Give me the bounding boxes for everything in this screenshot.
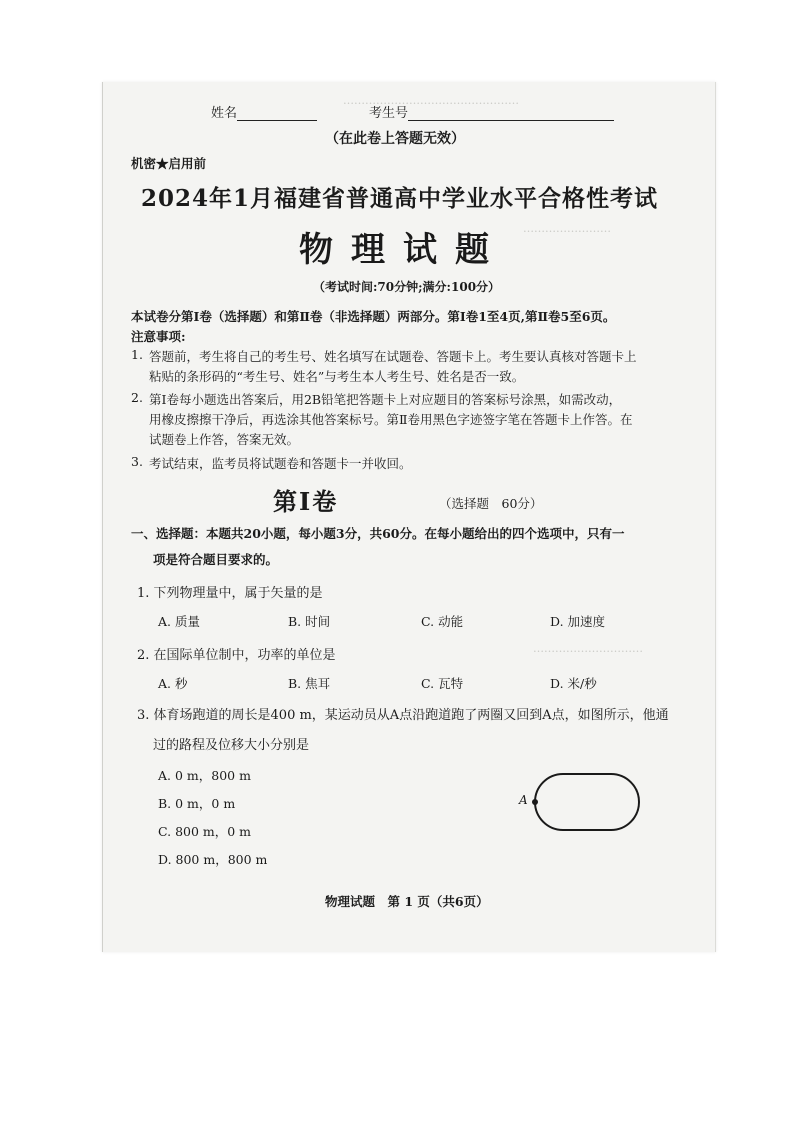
question-3-stem: 3. 体育场跑道的周长是400 m，某运动员从A点沿跑道跑了两圈又回到A点，如图所示，他通	[137, 708, 669, 723]
question-2-option-c[interactable]: C. 瓦特	[421, 676, 464, 691]
paper-structure: 本试卷分第Ⅰ卷（选择题）和第Ⅱ卷（非选择题）两部分。第Ⅰ卷1至4页,第Ⅱ卷5至6页。	[131, 309, 616, 324]
question-3-option-b[interactable]: B. 0 m，0 m	[158, 796, 236, 811]
candidate-number-field[interactable]	[369, 102, 614, 121]
section-intro: 项是符合题目要求的。	[153, 552, 279, 567]
question-1-option-c[interactable]: C. 动能	[421, 614, 464, 629]
question-1-stem: 1. 下列物理量中，属于矢量的是	[137, 586, 323, 601]
instruction-text: 答题前，考生将自己的考生号、姓名填写在试题卷、答题卡上。考生要认真核对答题卡上	[149, 349, 637, 364]
question-1-option-a[interactable]: A. 质量	[158, 614, 200, 629]
section-intro: 一、选择题：本题共20小题，每小题3分，共60分。在每小题给出的四个选项中，只有一	[131, 526, 625, 541]
instruction-text: 第Ⅰ卷每小题选出答案后，用2B铅笔把答题卡上对应题目的答案标号涂黑，如需改动，	[149, 392, 622, 407]
question-3-option-c[interactable]: C. 800 m，0 m	[158, 824, 252, 839]
candidate-number-label: 考生号	[369, 106, 409, 121]
running-track-svg	[515, 770, 655, 834]
instruction-number: 3.	[131, 454, 143, 469]
question-1-option-b[interactable]: B. 时间	[288, 614, 331, 629]
exam-title: 2024年1月福建省普通高中学业水平合格性考试	[141, 185, 659, 212]
running-track-figure	[515, 770, 655, 834]
instruction-number: 1.	[131, 347, 143, 362]
question-3-option-a[interactable]: A. 0 m，800 m	[158, 768, 251, 783]
question-2-stem: 2. 在国际单位制中，功率的单位是	[137, 648, 336, 663]
time-score-line: （考试时间:70分钟;满分:100分）	[313, 280, 501, 294]
section-title: 第Ⅰ卷	[273, 487, 339, 516]
point-a-marker	[532, 799, 538, 805]
bleed-through-text: …………………………………………	[343, 94, 519, 107]
instruction-text: 粘贴的条形码的“考生号、姓名”与考生本人考生号、姓名是否一致。	[149, 369, 525, 384]
name-blank[interactable]	[237, 106, 317, 121]
bleed-through-text: ……………………	[523, 222, 611, 235]
exam-paper	[102, 82, 716, 952]
question-3-stem: 过的路程及位移大小分别是	[153, 738, 310, 753]
instructions-heading: 注意事项:	[131, 329, 186, 344]
no-answer-notice: （在此卷上答题无效）	[325, 131, 465, 147]
subject-title: 物理试题	[299, 230, 507, 270]
bleed-through-text: …………………………	[533, 642, 643, 655]
instruction-text: 试题卷上作答，答案无效。	[149, 432, 300, 447]
question-2-option-d[interactable]: D. 米/秒	[550, 676, 597, 691]
candidate-number-blank[interactable]	[408, 106, 614, 121]
instruction-text: 用橡皮擦擦干净后，再选涂其他答案标号。第Ⅱ卷用黑色字迹签字笔在答题卡上作答。在	[149, 412, 633, 427]
point-a-label: A	[519, 793, 528, 807]
name-label: 姓名	[211, 106, 238, 121]
question-1-option-d[interactable]: D. 加速度	[550, 614, 606, 629]
question-3-option-d[interactable]: D. 800 m，800 m	[158, 852, 268, 867]
question-2-option-a[interactable]: A. 秒	[158, 676, 188, 691]
confidential-mark: 机密★启用前	[131, 156, 207, 171]
question-2-option-b[interactable]: B. 焦耳	[288, 676, 331, 691]
page-footer: 物理试题 第 1 页（共6页）	[325, 894, 489, 909]
name-field[interactable]	[211, 102, 317, 121]
instruction-text: 考试结束，监考员将试题卷和答题卡一并收回。	[149, 456, 412, 471]
instruction-number: 2.	[131, 390, 143, 405]
section-subtitle: （选择题 60分）	[439, 496, 543, 511]
track-outline	[535, 774, 639, 830]
